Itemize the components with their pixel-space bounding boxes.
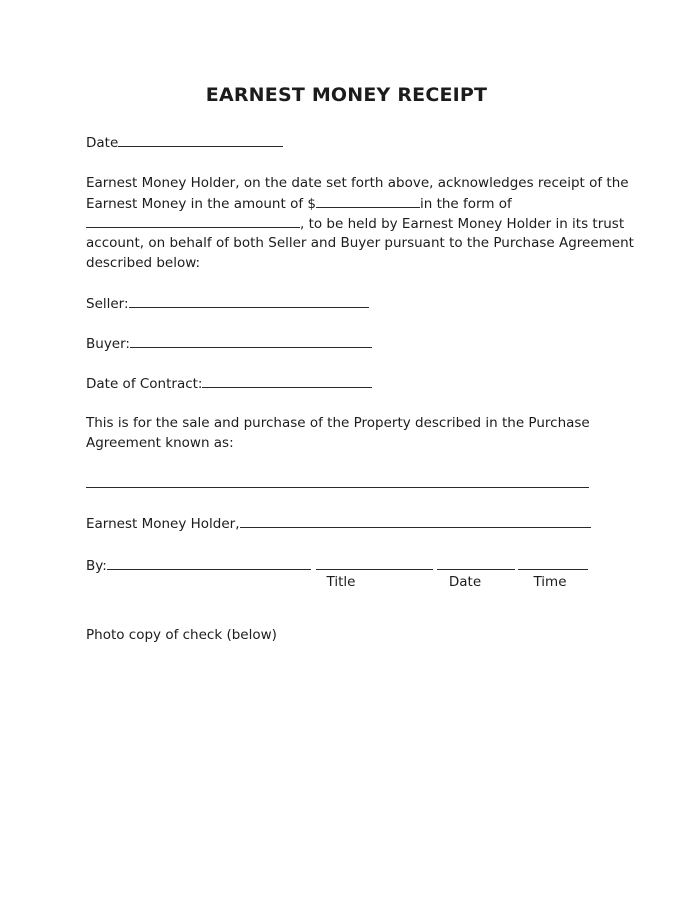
by-row bbox=[86, 555, 311, 576]
holder-blank[interactable] bbox=[240, 513, 591, 528]
amount-prefix: Earnest Money in the amount of $ bbox=[86, 196, 316, 212]
check-note: Photo copy of check (below) bbox=[86, 627, 277, 643]
date-row bbox=[86, 132, 283, 153]
date-blank[interactable] bbox=[118, 132, 283, 147]
contract-date-row bbox=[86, 373, 372, 394]
seller-blank[interactable] bbox=[129, 293, 369, 308]
form-of-blank[interactable] bbox=[86, 213, 300, 228]
date-caption: Date bbox=[448, 574, 482, 590]
title-blank[interactable] bbox=[316, 569, 433, 570]
date-label: Date bbox=[86, 135, 119, 151]
title-caption: Title bbox=[326, 574, 356, 590]
trust-text: , to be held by Earnest Money Holder in its trust bbox=[300, 216, 625, 232]
amount-blank[interactable] bbox=[316, 193, 420, 208]
contract-date-label: Date of Contract: bbox=[86, 376, 203, 392]
seller-label: Seller: bbox=[86, 296, 129, 312]
holder-row bbox=[86, 513, 591, 534]
property-line-2: Agreement known as: bbox=[86, 435, 234, 451]
time-caption: Time bbox=[533, 574, 567, 590]
seller-row bbox=[86, 293, 369, 314]
time-blank[interactable] bbox=[518, 569, 588, 570]
paragraph-line-1: Earnest Money Holder, on the date set forth above, acknowledges receipt of the bbox=[86, 175, 629, 191]
date-signed-blank[interactable] bbox=[437, 569, 515, 570]
form-of-label: in the form of bbox=[419, 196, 512, 212]
paragraph-line-5: described below: bbox=[86, 255, 201, 271]
contract-date-blank[interactable] bbox=[202, 373, 372, 388]
paragraph-line-3 bbox=[86, 213, 624, 234]
buyer-row bbox=[86, 333, 372, 354]
paragraph-line-4: account, on behalf of both Seller and Buyer pursuant to the Purchase Agreement bbox=[86, 235, 634, 251]
holder-label: Earnest Money Holder, bbox=[86, 516, 240, 532]
buyer-label: Buyer: bbox=[86, 336, 130, 352]
by-label: By: bbox=[86, 558, 107, 574]
signature-blank[interactable] bbox=[107, 555, 311, 570]
paragraph-line-2 bbox=[86, 193, 512, 214]
page-title: EARNEST MONEY RECEIPT bbox=[205, 84, 488, 106]
property-blank[interactable] bbox=[86, 487, 589, 488]
buyer-blank[interactable] bbox=[130, 333, 372, 348]
property-line-1: This is for the sale and purchase of the Property described in the Purchase bbox=[86, 415, 590, 431]
